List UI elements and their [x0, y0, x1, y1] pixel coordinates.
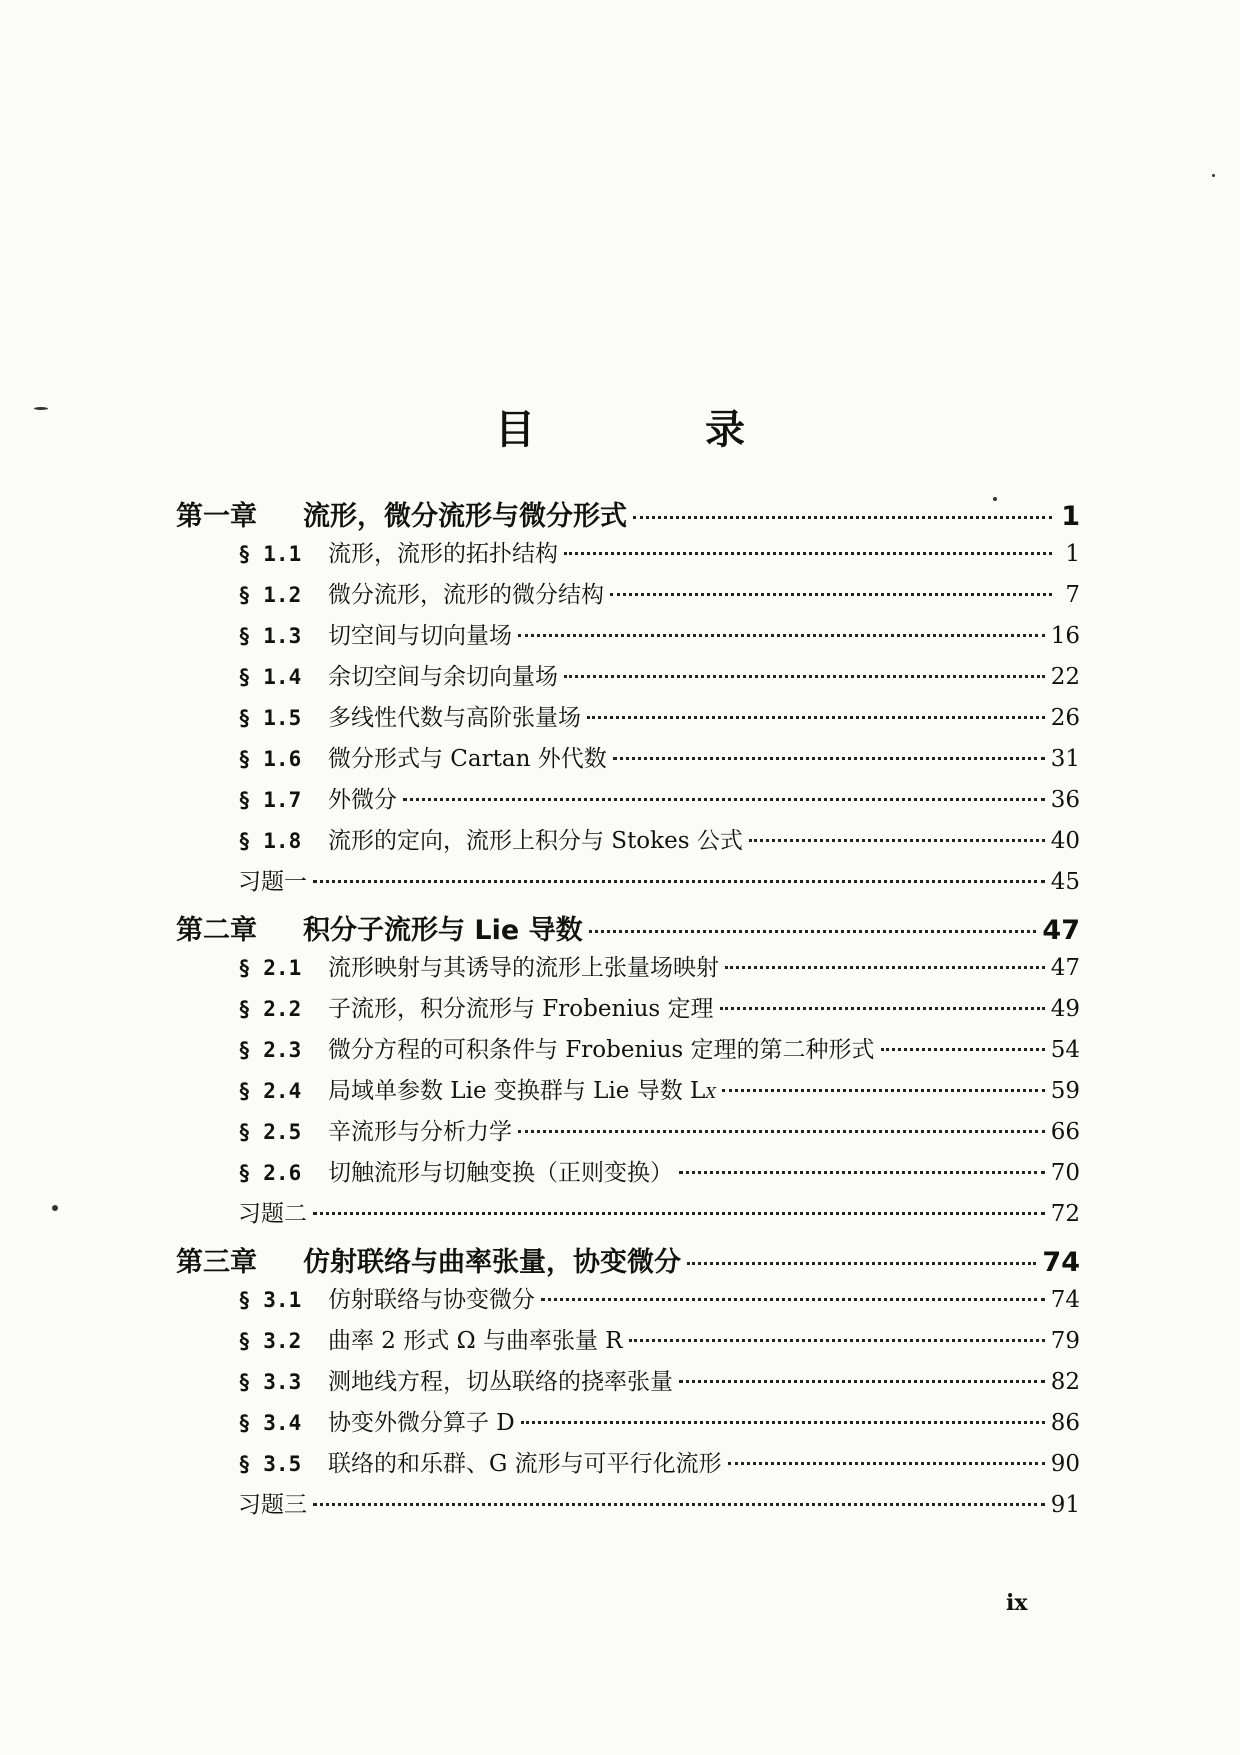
dot-leader: [521, 1421, 1045, 1424]
section-title: 流形映射与其诱导的流形上张量场映射: [328, 955, 719, 981]
dot-leader: [403, 798, 1045, 801]
section-number: § 2.3: [238, 1038, 302, 1062]
page-number: 1: [1061, 501, 1080, 532]
table-of-contents: [176, 494, 1080, 1527]
toc-section-row: [176, 822, 1080, 863]
toc-section-row: [176, 1445, 1080, 1486]
section-title: 曲率 2 形式 Ω 与曲率张量 R: [328, 1328, 623, 1354]
page-number: 16: [1050, 623, 1080, 649]
page-number: 54: [1050, 1037, 1080, 1063]
section-number: § 1.3: [238, 624, 302, 648]
toc-exercise-row: [176, 1486, 1080, 1527]
page-number: 36: [1050, 787, 1080, 813]
section-number: § 3.1: [238, 1288, 302, 1312]
section-title: 微分方程的可积条件与 Frobenius 定理的第二种形式: [328, 1037, 875, 1063]
toc-section-row: [176, 1404, 1080, 1445]
dot-leader: [679, 1380, 1045, 1383]
page-number: 66: [1050, 1119, 1080, 1145]
dot-leader: [728, 1462, 1045, 1465]
scan-speck: [34, 407, 48, 410]
dot-leader: [610, 593, 1052, 596]
section-title: 联络的和乐群、G 流形与可平行化流形: [328, 1451, 722, 1477]
toc-chapter-row: [176, 494, 1080, 535]
section-number: § 2.6: [238, 1161, 302, 1185]
chapter-number: 第三章: [176, 1247, 257, 1278]
scan-speck: [52, 1205, 58, 1211]
section-number: § 3.3: [238, 1370, 302, 1394]
chapter-title: 流形，微分流形与微分形式: [303, 501, 627, 532]
section-number: § 1.1: [238, 542, 302, 566]
toc-section-row: [176, 617, 1080, 658]
page-number: 90: [1050, 1451, 1080, 1477]
toc-section-row: [176, 1154, 1080, 1195]
dot-leader: [518, 634, 1045, 637]
toc-exercise-row: [176, 863, 1080, 904]
scan-speck: [1212, 174, 1215, 177]
section-title: 外微分: [328, 787, 397, 813]
page-number: 72: [1050, 1201, 1080, 1227]
section-title: 余切空间与余切向量场: [328, 664, 558, 690]
page-number: 45: [1050, 869, 1080, 895]
page-number: 7: [1065, 582, 1080, 608]
dot-leader: [541, 1298, 1045, 1301]
dot-leader: [722, 1089, 1045, 1092]
toc-chapter-row: [176, 908, 1080, 949]
page-number: 74: [1042, 1247, 1080, 1278]
dot-leader: [881, 1048, 1045, 1051]
section-title: 微分流形，流形的微分结构: [328, 582, 604, 608]
toc-section-row: [176, 1031, 1080, 1072]
toc-section-row: [176, 1363, 1080, 1404]
section-number: § 1.5: [238, 706, 302, 730]
section-number: § 2.4: [238, 1079, 302, 1103]
dot-leader: [564, 552, 1052, 555]
toc-section-row: [176, 949, 1080, 990]
page-number: 40: [1050, 828, 1080, 854]
dot-leader: [749, 839, 1045, 842]
exercise-title: 习题二: [238, 1201, 307, 1227]
page-number: 47: [1050, 955, 1080, 981]
section-number: § 1.2: [238, 583, 302, 607]
toc-section-row: [176, 1281, 1080, 1322]
page-number: 59: [1050, 1078, 1080, 1104]
section-title: 局域单参数 Lie 变换群与 Lie 导数 L: [328, 1078, 706, 1104]
chapter-number: 第二章: [176, 915, 257, 946]
section-number: § 1.7: [238, 788, 302, 812]
page-number: 79: [1050, 1328, 1080, 1354]
dot-leader: [725, 966, 1045, 969]
section-title: 辛流形与分析力学: [328, 1119, 512, 1145]
title-subscript: X: [705, 1084, 716, 1102]
section-number: § 2.5: [238, 1120, 302, 1144]
section-title: 测地线方程，切丛联络的挠率张量: [328, 1369, 673, 1395]
page-number: 47: [1042, 915, 1080, 946]
toc-chapter-row: [176, 1240, 1080, 1281]
exercise-title: 习题三: [238, 1492, 307, 1518]
dot-leader: [633, 516, 1052, 519]
chapter-title: 仿射联络与曲率张量，协变微分: [303, 1247, 681, 1278]
section-number: § 1.6: [238, 747, 302, 771]
dot-leader: [679, 1171, 1045, 1174]
page-number: 70: [1050, 1160, 1080, 1186]
page-number: 49: [1050, 996, 1080, 1022]
dot-leader: [613, 757, 1045, 760]
dot-leader: [313, 1503, 1045, 1506]
toc-section-row: [176, 1113, 1080, 1154]
dot-leader: [564, 675, 1045, 678]
page-number: 22: [1050, 664, 1080, 690]
toc-section-row: [176, 535, 1080, 576]
toc-exercise-row: [176, 1195, 1080, 1236]
section-number: § 3.4: [238, 1411, 302, 1435]
section-title: 流形的定向，流形上积分与 Stokes 公式: [328, 828, 743, 854]
toc-section-row: [176, 658, 1080, 699]
page-number: 26: [1050, 705, 1080, 731]
toc-section-row: [176, 740, 1080, 781]
page-number: 82: [1050, 1369, 1080, 1395]
dot-leader: [313, 1212, 1045, 1215]
page-number: 1: [1065, 541, 1080, 567]
toc-section-row: [176, 990, 1080, 1031]
toc-section-row: [176, 1322, 1080, 1363]
section-title: 流形，流形的拓扑结构: [328, 541, 558, 567]
dot-leader: [687, 1262, 1036, 1265]
toc-section-row: [176, 699, 1080, 740]
toc-section-row: [176, 576, 1080, 617]
section-title: 子流形，积分流形与 Frobenius 定理: [328, 996, 714, 1022]
section-title: 切触流形与切触变换（正则变换）: [328, 1160, 673, 1186]
chapter-title: 积分子流形与 Lie 导数: [303, 915, 583, 946]
page-number: 91: [1050, 1492, 1080, 1518]
section-number: § 3.2: [238, 1329, 302, 1353]
dot-leader: [629, 1339, 1045, 1342]
scan-speck: [993, 497, 997, 501]
toc-section-row: [176, 781, 1080, 822]
chapter-number: 第一章: [176, 501, 257, 532]
exercise-title: 习题一: [238, 869, 307, 895]
section-number: § 2.1: [238, 956, 302, 980]
dot-leader: [587, 716, 1045, 719]
section-title: 仿射联络与协变微分: [328, 1287, 535, 1313]
section-number: § 1.8: [238, 829, 302, 853]
toc-section-row: [176, 1072, 1080, 1113]
page-number: 74: [1050, 1287, 1080, 1313]
section-title: 多线性代数与高阶张量场: [328, 705, 581, 731]
page-folio: ix: [1006, 1590, 1028, 1616]
section-title: 切空间与切向量场: [328, 623, 512, 649]
dot-leader: [518, 1130, 1045, 1133]
page-title: 目 录: [495, 407, 823, 453]
section-number: § 3.5: [238, 1452, 302, 1476]
section-title: 微分形式与 Cartan 外代数: [328, 746, 607, 772]
page-number: 86: [1050, 1410, 1080, 1436]
section-title: 协变外微分算子 D: [328, 1410, 515, 1436]
page-number: 31: [1050, 746, 1080, 772]
dot-leader: [720, 1007, 1045, 1010]
section-number: § 1.4: [238, 665, 302, 689]
section-number: § 2.2: [238, 997, 302, 1021]
dot-leader: [313, 880, 1045, 883]
dot-leader: [589, 930, 1037, 933]
